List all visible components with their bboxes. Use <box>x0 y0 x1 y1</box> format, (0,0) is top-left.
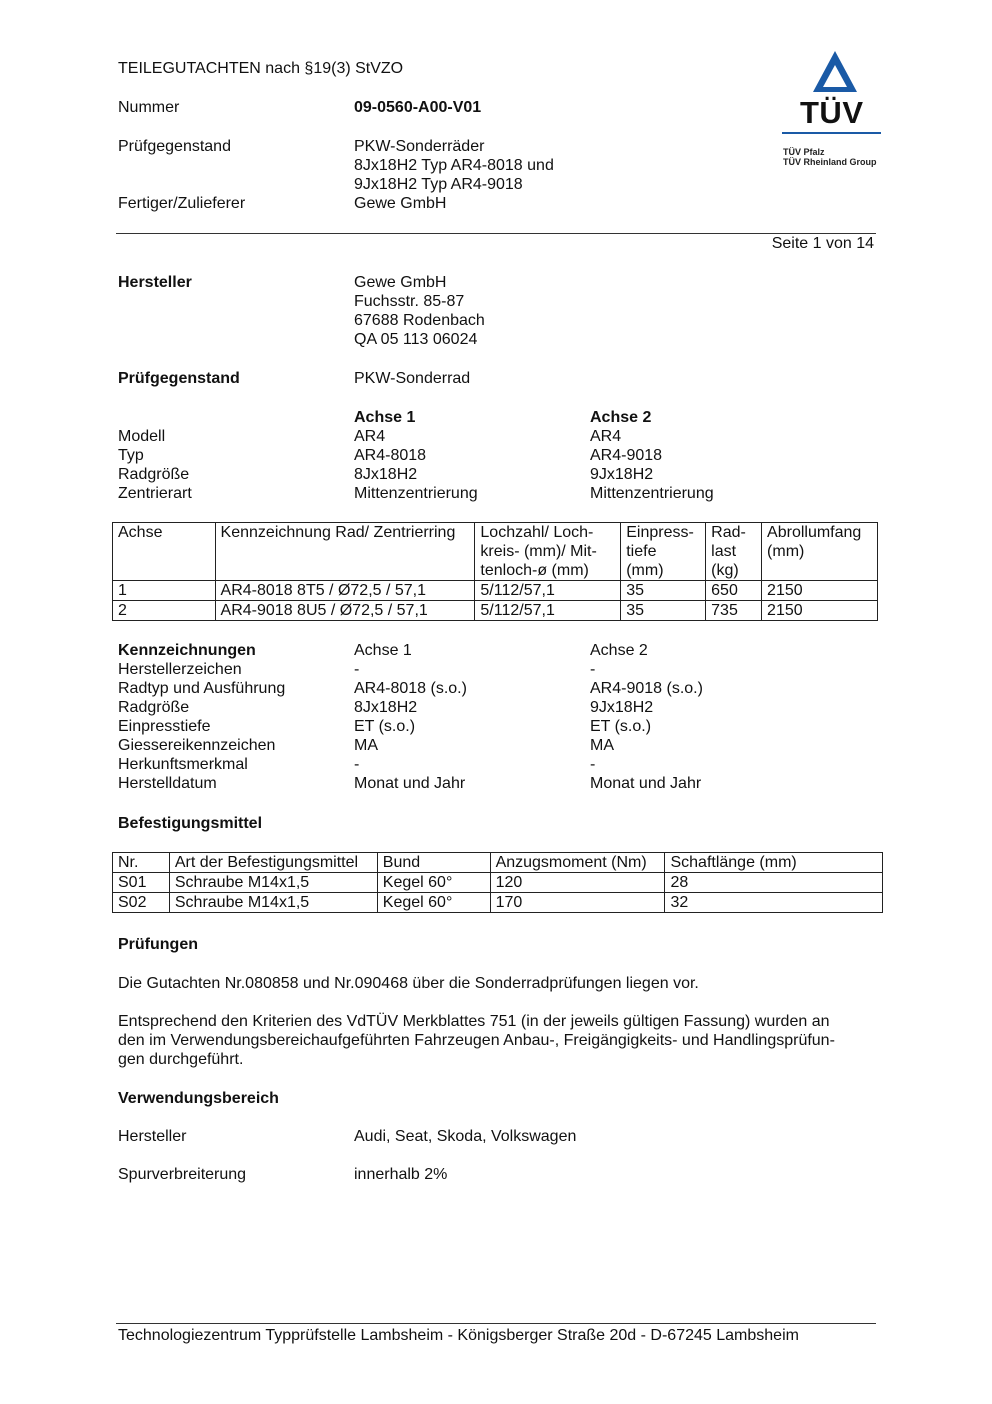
pruefgegenstand-line: 9Jx18H2 Typ AR4-9018 <box>354 176 523 193</box>
kennz-row-a2: - <box>590 756 596 773</box>
pruefungen-paragraph-line: den im Verwendungsbereichaufgeführten Fahrzeugen Anbau-, Freigängigkeits- und Handlingsprüfun- <box>118 1032 835 1049</box>
column-header: Art der Befestigungsmittel <box>169 853 377 873</box>
pruefgegenstand2-value: PKW-Sonderrad <box>354 370 471 387</box>
table-cell: 32 <box>665 893 883 913</box>
rad-table <box>112 522 878 621</box>
table-cell: Schraube M14x1,5 <box>169 873 377 893</box>
table-cell: 2150 <box>762 581 878 601</box>
achsen-row-a1: 8Jx18H2 <box>354 466 418 483</box>
achsen-row-label: Zentrierart <box>118 485 192 502</box>
kennz-achse2-heading: Achse 2 <box>590 642 648 659</box>
table-cell: 735 <box>706 601 762 621</box>
nummer-value: 09-0560-A00-V01 <box>354 99 482 116</box>
kennz-row-a2: 9Jx18H2 <box>590 699 654 716</box>
table-cell: 28 <box>665 873 883 893</box>
page-info: Seite 1 von 14 <box>771 235 874 252</box>
table-cell: 2150 <box>762 601 878 621</box>
achsen-row-a1: Mittenzentrierung <box>354 485 478 502</box>
pruefungen-label: Prüfungen <box>118 936 198 953</box>
column-header: Abrollumfang (mm) <box>762 523 878 581</box>
fertiger-value: Gewe GmbH <box>354 195 447 212</box>
pruefungen-paragraph: Die Gutachten Nr.080858 und Nr.090468 über die Sonderradprüfungen liegen vor. <box>118 975 699 992</box>
logo-rule <box>782 132 881 134</box>
column-header: Lochzahl/ Loch- kreis- (mm)/ Mit- tenloch-ø (mm) <box>475 523 621 581</box>
logo-line2: TÜV Rheinland Group <box>783 157 877 167</box>
befestigung-table <box>112 852 883 913</box>
table-cell: 650 <box>706 581 762 601</box>
pruefungen-paragraph-line: gen durchgeführt. <box>118 1051 244 1068</box>
column-header: Rad- last (kg) <box>706 523 762 581</box>
column-header: Schaftlänge (mm) <box>665 853 883 873</box>
achsen-row-label: Modell <box>118 428 166 445</box>
table-row <box>113 893 883 913</box>
table-cell: Kegel 60° <box>377 873 490 893</box>
table-cell: AR4-8018 8T5 / Ø72,5 / 57,1 <box>215 581 475 601</box>
nummer-label: Nummer <box>118 99 180 116</box>
kennz-row-label: Herstelldatum <box>118 775 217 792</box>
kennz-row-label: Herstellerzeichen <box>118 661 242 678</box>
table-cell: 5/112/57,1 <box>475 601 621 621</box>
header-divider <box>116 233 876 234</box>
kennz-row-a2: Monat und Jahr <box>590 775 702 792</box>
hersteller-line: Fuchsstr. 85-87 <box>354 293 465 310</box>
kennz-row-a1: ET (s.o.) <box>354 718 416 735</box>
spurverbreiterung-value: innerhalb 2% <box>354 1166 448 1183</box>
footer-text: Technologiezentrum Typprüfstelle Lambsheim - Königsberger Straße 20d - D-67245 Lambsheim <box>118 1327 799 1344</box>
pruefgegenstand-label: Prüfgegenstand <box>118 138 231 155</box>
kennz-row-label: Radgröße <box>118 699 190 716</box>
verwendung-hersteller-value: Audi, Seat, Skoda, Volkswagen <box>354 1128 577 1145</box>
kennz-row-a1: MA <box>354 737 378 754</box>
kennz-row-a2: MA <box>590 737 614 754</box>
column-header: Nr. <box>113 853 170 873</box>
achsen-row-a2: AR4 <box>590 428 622 445</box>
table-cell: Kegel 60° <box>377 893 490 913</box>
table-row <box>113 873 883 893</box>
achsen-row-a2: AR4-9018 <box>590 447 663 464</box>
column-header: Kennzeichnung Rad/ Zentrierring <box>215 523 475 581</box>
table-cell: 2 <box>113 601 216 621</box>
table-cell: AR4-9018 8U5 / Ø72,5 / 57,1 <box>215 601 475 621</box>
kennz-row-a1: - <box>354 756 360 773</box>
kennz-row-a2: ET (s.o.) <box>590 718 652 735</box>
column-header: Achse <box>113 523 216 581</box>
fertiger-label: Fertiger/Zulieferer <box>118 195 246 212</box>
kennz-row-a1: AR4-8018 (s.o.) <box>354 680 467 697</box>
kennz-row-a2: - <box>590 661 596 678</box>
achsen-row-label: Typ <box>118 447 144 464</box>
table-cell: Schraube M14x1,5 <box>169 893 377 913</box>
footer-divider <box>116 1323 876 1324</box>
befestigung-label: Befestigungsmittel <box>118 815 263 832</box>
pruefungen-paragraph-line: Entsprechend den Kriterien des VdTÜV Merkblattes 751 (in der jeweils gültigen Fassung) wurden an <box>118 1013 830 1030</box>
hersteller-line: Gewe GmbH <box>354 274 447 291</box>
achsen-row-a1: AR4 <box>354 428 386 445</box>
triangle-icon <box>810 48 860 96</box>
kennz-row-label: Radtyp und Ausführung <box>118 680 286 697</box>
column-header: Einpress- tiefe (mm) <box>621 523 706 581</box>
table-cell: 1 <box>113 581 216 601</box>
kennz-row-label: Giessereikennzeichen <box>118 737 276 754</box>
table-cell: 5/112/57,1 <box>475 581 621 601</box>
kennz-row-label: Einpresstiefe <box>118 718 211 735</box>
table-cell: S01 <box>113 873 170 893</box>
achsen-row-a2: Mittenzentrierung <box>590 485 714 502</box>
tuev-logo <box>780 48 890 173</box>
pruefgegenstand2-label: Prüfgegenstand <box>118 370 240 387</box>
hersteller-line: 67688 Rodenbach <box>354 312 485 329</box>
spurverbreiterung-label: Spurverbreiterung <box>118 1166 247 1183</box>
table-header-row <box>113 853 883 873</box>
table-header-row <box>113 523 878 581</box>
achse1-heading: Achse 1 <box>354 409 416 426</box>
logo-brand: TÜV <box>800 95 864 130</box>
kennz-achse1-heading: Achse 1 <box>354 642 412 659</box>
column-header: Anzugsmoment (Nm) <box>490 853 665 873</box>
table-cell: 35 <box>621 601 706 621</box>
kennz-row-a1: 8Jx18H2 <box>354 699 418 716</box>
kennz-row-a1: Monat und Jahr <box>354 775 466 792</box>
table-row <box>113 581 878 601</box>
kennz-row-label: Herkunftsmerkmal <box>118 756 248 773</box>
table-cell: 170 <box>490 893 665 913</box>
logo-line1: TÜV Pfalz <box>783 147 825 157</box>
achsen-row-a2: 9Jx18H2 <box>590 466 654 483</box>
verwendung-label: Verwendungsbereich <box>118 1090 279 1107</box>
verwendung-hersteller-label: Hersteller <box>118 1128 187 1145</box>
table-cell: S02 <box>113 893 170 913</box>
hersteller-line: QA 05 113 06024 <box>354 331 478 348</box>
table-row <box>113 601 878 621</box>
table-cell: 120 <box>490 873 665 893</box>
hersteller-label: Hersteller <box>118 274 192 291</box>
kennz-row-a2: AR4-9018 (s.o.) <box>590 680 703 697</box>
pruefgegenstand-line: PKW-Sonderräder <box>354 138 485 155</box>
achsen-row-a1: AR4-8018 <box>354 447 427 464</box>
kennzeichnungen-label: Kennzeichnungen <box>118 642 256 659</box>
achsen-row-label: Radgröße <box>118 466 190 483</box>
column-header: Bund <box>377 853 490 873</box>
document-title: TEILEGUTACHTEN nach §19(3) StVZO <box>118 60 404 77</box>
pruefgegenstand-line: 8Jx18H2 Typ AR4-8018 und <box>354 157 554 174</box>
achse2-heading: Achse 2 <box>590 409 652 426</box>
table-cell: 35 <box>621 581 706 601</box>
kennz-row-a1: - <box>354 661 360 678</box>
